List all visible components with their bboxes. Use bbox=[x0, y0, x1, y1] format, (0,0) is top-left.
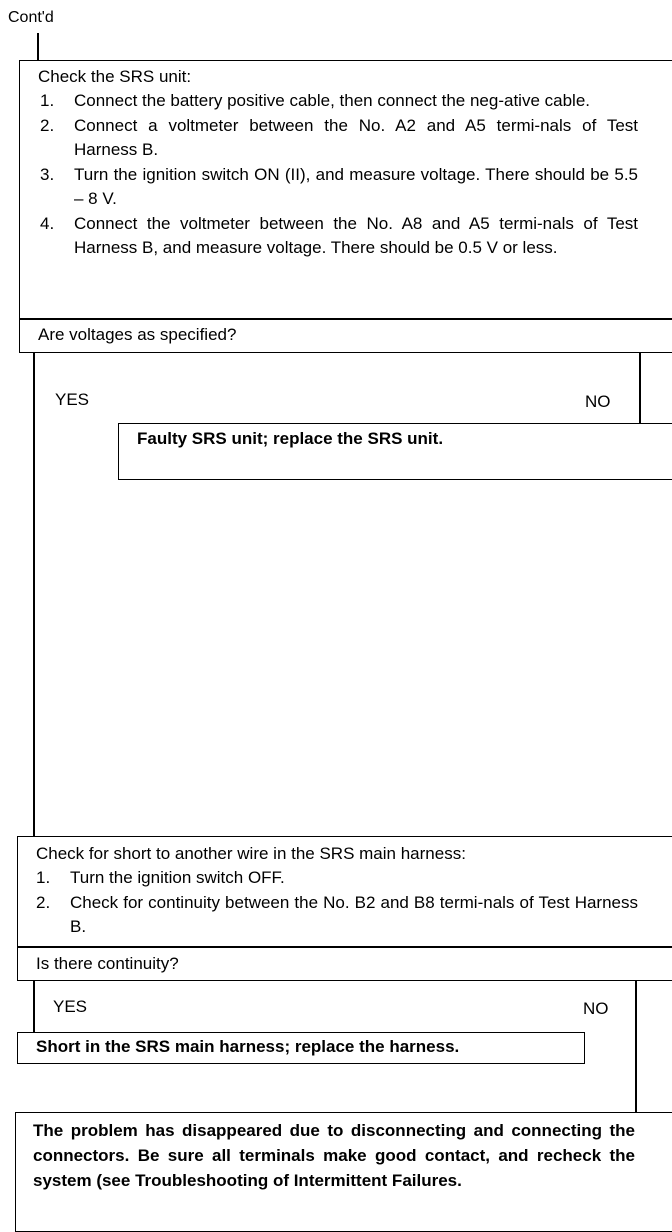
step-number: 2. bbox=[40, 115, 55, 135]
yes-branch-line bbox=[33, 353, 35, 837]
step-number: 4. bbox=[40, 213, 55, 233]
no-branch-line bbox=[639, 353, 641, 424]
list-item bbox=[36, 866, 638, 891]
list-item bbox=[40, 89, 638, 114]
no-label: NO bbox=[583, 999, 609, 1018]
list-item bbox=[36, 891, 638, 940]
faulty-unit-text: Faulty SRS unit; replace the SRS unit. bbox=[137, 429, 444, 448]
yes-branch-line bbox=[33, 981, 35, 1033]
divider bbox=[17, 946, 672, 948]
problem-disappeared-text: The problem has disappeared due to disconnecting and connecting the connectors. Be sure all terminals make good contact, and recheck the system (see Troubleshooting of Intermittent Failures. bbox=[33, 1121, 635, 1190]
list-item bbox=[40, 114, 638, 163]
step-text: Turn the ignition switch OFF. bbox=[70, 868, 285, 887]
divider bbox=[19, 318, 672, 320]
connector-line bbox=[37, 33, 39, 61]
yes-label: YES bbox=[55, 390, 90, 409]
list-item bbox=[40, 163, 638, 212]
step-text: Check for continuity between the No. B2 and B8 termi-nals of Test Harness B. bbox=[70, 892, 638, 936]
contd-label: Cont'd bbox=[8, 9, 54, 26]
check-srs-unit-title: Check the SRS unit: bbox=[38, 67, 192, 86]
step-text: Connect a voltmeter between the No. A2 and A5 termi-nals of Test Harness B. bbox=[74, 115, 638, 159]
check-short-steps bbox=[36, 866, 638, 940]
step-number: 2. bbox=[36, 892, 51, 912]
continuity-question: Is there continuity? bbox=[36, 954, 179, 973]
check-short-title: Check for short to another wire in the SRS main harness: bbox=[36, 844, 466, 863]
step-number: 3. bbox=[40, 164, 55, 184]
no-label: NO bbox=[585, 392, 611, 411]
voltage-question: Are voltages as specified? bbox=[38, 325, 237, 344]
list-item bbox=[40, 212, 638, 261]
step-number: 1. bbox=[36, 868, 51, 887]
no-branch-line bbox=[635, 981, 637, 1113]
step-text: Connect the battery positive cable, then connect the neg-ative cable. bbox=[74, 91, 590, 110]
short-harness-text: Short in the SRS main harness; replace the harness. bbox=[36, 1037, 460, 1056]
step-number: 1. bbox=[40, 91, 55, 110]
step-text: Turn the ignition switch ON (II), and measure voltage. There should be 5.5 – 8 V. bbox=[74, 164, 638, 208]
yes-label: YES bbox=[53, 997, 88, 1016]
step-text: Connect the voltmeter between the No. A8 and A5 termi-nals of Test Harness B, and measure voltage. There should be 0.5 V or less. bbox=[74, 213, 638, 257]
check-srs-unit-steps bbox=[40, 89, 638, 261]
